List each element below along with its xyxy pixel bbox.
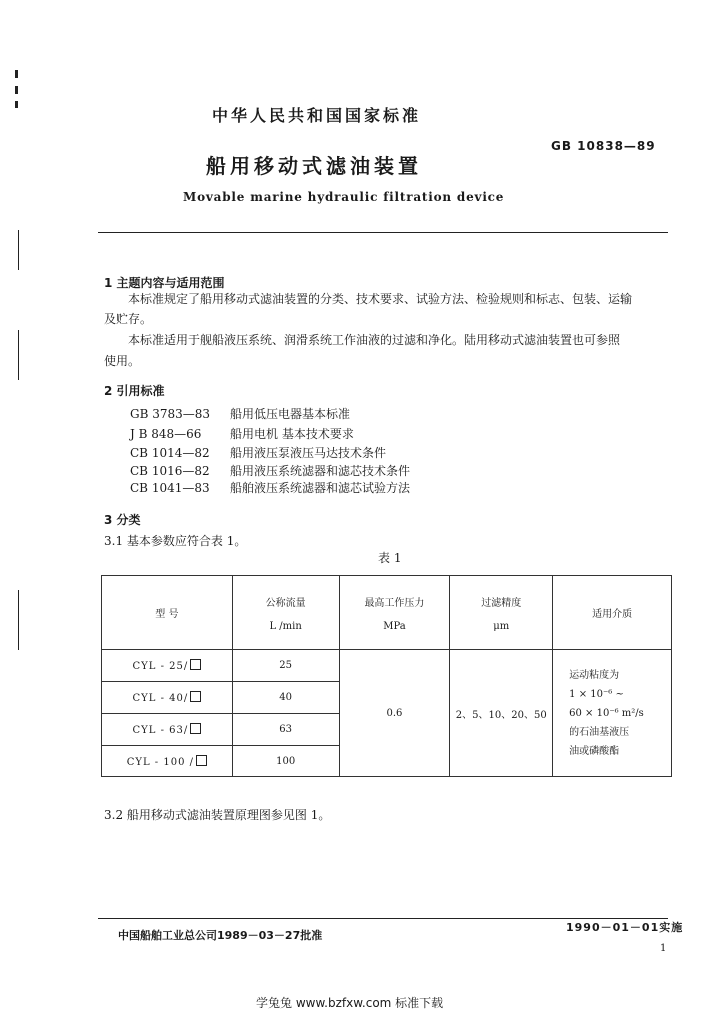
reference-code: CB 1014—82: [130, 446, 210, 460]
reference-title: 船用电机 基本技术要求: [230, 427, 354, 441]
approval-date: 中国船舶工业总公司1989－03－27批准: [118, 929, 323, 942]
reference-item: [130, 405, 350, 422]
reference-code: CB 1041—83: [130, 481, 210, 495]
header-flow-unit: L /min: [269, 620, 302, 632]
reference-title: 船舶液压系统滤器和滤芯试验方法: [230, 481, 411, 495]
scan-mark: [15, 101, 18, 108]
scan-mark: [18, 330, 19, 380]
reference-code: GB 3783—83: [130, 407, 211, 421]
reference-item: [130, 425, 354, 442]
scan-mark: [18, 590, 19, 650]
standard-body: 中华人民共和国国家标准: [212, 106, 422, 125]
reference-item: [130, 444, 386, 461]
scan-mark: [15, 86, 18, 94]
media-line: 的石油基液压: [569, 726, 630, 738]
media-line: 油或磷酸酯: [569, 745, 620, 757]
section1-para1-line2: 及贮存。: [104, 312, 153, 326]
header-pressure-name: 最高工作压力: [364, 597, 425, 609]
section3-heading: 3 分类: [104, 513, 141, 527]
placeholder-box-icon: [196, 755, 207, 766]
header-flow: [232, 576, 339, 650]
standard-code: GB 10838—89: [551, 139, 656, 153]
site-watermark: 学兔兔 www.bzfxw.com 标准下载: [256, 996, 444, 1010]
header-model: 型 号: [102, 576, 233, 650]
flow-cell: 100: [232, 746, 339, 777]
top-rule: [98, 232, 668, 233]
placeholder-box-icon: [190, 659, 201, 670]
reference-code: J B 848—66: [130, 427, 202, 441]
section1-para2-line2: 使用。: [104, 354, 141, 368]
section3-1-text: 3.1 基本参数应符合表 1。: [104, 534, 247, 548]
header-pressure: [339, 576, 450, 650]
section1-para1-line1: 本标准规定了船用移动式滤油装置的分类、技术要求、试验方法、检验规则和标志、包装、运输: [128, 292, 633, 306]
parameters-table: [101, 575, 672, 777]
scan-mark: [18, 230, 19, 270]
header-precision-unit: μm: [493, 620, 510, 632]
table-header-row: [102, 576, 672, 650]
flow-cell: 40: [232, 682, 339, 714]
model-cell: CYL - 100 /: [102, 746, 233, 777]
scan-mark: [15, 70, 18, 78]
reference-title: 船用液压泵液压马达技术条件: [230, 446, 387, 460]
document-title: 船用移动式滤油装置: [206, 154, 422, 178]
header-media: 适用介质: [553, 576, 672, 650]
section1-heading: 1 主题内容与适用范围: [104, 276, 225, 290]
page-number: 1: [660, 943, 667, 954]
reference-item: [130, 479, 410, 496]
placeholder-box-icon: [190, 723, 201, 734]
placeholder-box-icon: [190, 691, 201, 702]
media-line: 1 × 10⁻⁶ ~: [569, 688, 624, 700]
section2-heading: 2 引用标准: [104, 384, 165, 398]
reference-code: CB 1016—82: [130, 464, 210, 478]
reference-title: 船用液压系统滤器和滤芯技术条件: [230, 464, 411, 478]
media-cell: [553, 650, 672, 777]
reference-title: 船用低压电器基本标准: [230, 407, 351, 421]
section1-para2-line1: 本标准适用于舰船液压系统、润滑系统工作油液的过滤和净化。陆用移动式滤油装置也可参照: [128, 333, 621, 347]
media-line: 60 × 10⁻⁶ m²/s: [569, 707, 644, 719]
header-precision: [450, 576, 553, 650]
model-cell: CYL - 25/: [102, 650, 233, 682]
media-line: 运动粘度为: [569, 669, 620, 681]
section3-2-text: 3.2 船用移动式滤油装置原理图参见图 1。: [104, 808, 331, 822]
pressure-cell: 0.6: [339, 650, 450, 777]
reference-item: [130, 462, 410, 479]
flow-cell: 25: [232, 650, 339, 682]
header-pressure-unit: MPa: [383, 620, 406, 632]
english-title: Movable marine hydraulic filtration device: [183, 190, 505, 204]
header-precision-name: 过滤精度: [481, 597, 522, 609]
table-row: [102, 650, 672, 682]
model-cell: CYL - 40/: [102, 682, 233, 714]
effective-date: 1990－01－01实施: [566, 921, 684, 934]
header-flow-name: 公称流量: [265, 597, 306, 609]
precision-cell: 2、5、10、20、50: [450, 650, 553, 777]
flow-cell: 63: [232, 714, 339, 746]
model-cell: CYL - 63/: [102, 714, 233, 746]
table-caption: 表 1: [378, 551, 402, 565]
